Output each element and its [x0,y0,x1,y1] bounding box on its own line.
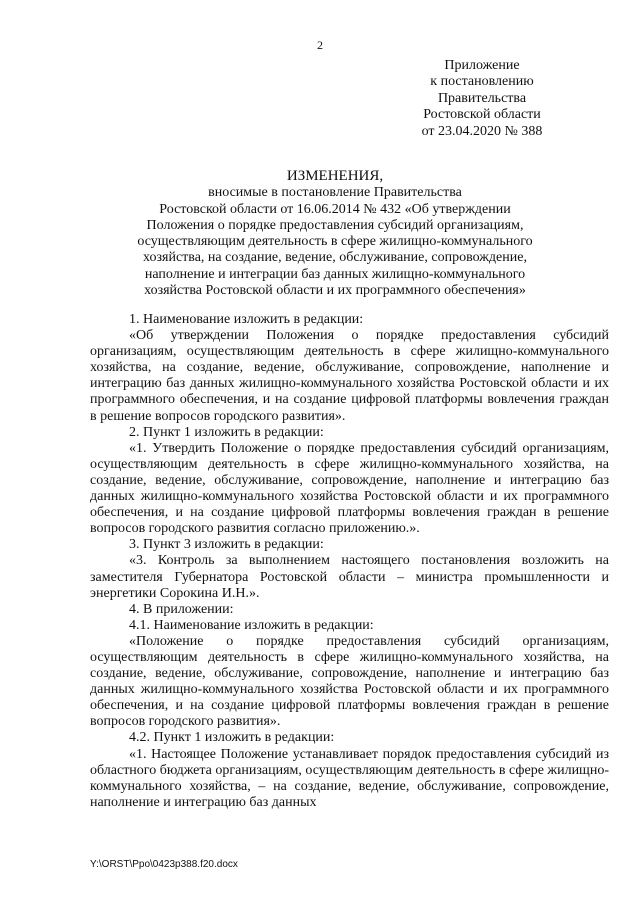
title-line: хозяйства Ростовской области и их программного обеспечения» [144,283,526,299]
appendix-line: Ростовской области [423,107,541,123]
title-heading: ИЗМЕНЕНИЯ, [286,168,384,184]
title-line: вносимые в постановление Правительства [208,185,462,201]
document-body [90,312,609,811]
appendix-line: от 23.04.2020 № 388 [421,123,543,139]
title-line: Ростовской области от 16.06.2014 № 432 «Об утверждении [159,201,511,217]
appendix-line: к постановлению [430,74,534,90]
paragraph: «Об утверждении Положения о порядке предоставления субсидий организациям, осуществляющим деятельность в сфере жилищно-коммунального хозяйства, на создание, ведение, обслуживание, сопровождение, наполнение и интеграцию баз данных жилищно-коммунального хозяйства Ростовской области и их программного обеспечения, и на создание цифровой платформы вовлечения граждан в решение вопросов городского развития». [90,328,609,424]
paragraph: 2. Пункт 1 изложить в редакции: [129,424,324,440]
appendix-line: Приложение [444,58,520,73]
appendix-block [382,58,582,140]
paragraph: 1. Наименование изложить в редакции: [129,312,364,327]
file-path-footer: Y:\ORST\Ppo\0423p388.f20.docx [90,859,238,870]
paragraph: 3. Пункт 3 изложить в редакции: [129,537,324,553]
paragraph: 4.2. Пункт 1 изложить в редакции: [129,730,335,746]
page-number: 2 [317,38,323,52]
appendix-line: Правительства [437,90,527,106]
paragraph: 4. В приложении: [129,601,234,617]
paragraph: «1. Утвердить Положение о порядке предоставления субсидий организациям, осуществляющим деятельность в сфере жилищно-коммунального хозяйства, на создание, ведение, обслуживание, сопровождение, наполнение и интеграцию баз данных жилищно-коммунального хозяйства Ростовской области и их программного обеспечения, и на создание цифровой платформы вовлечения граждан в решение вопросов городского развития согласно приложению.». [90,440,609,537]
paragraph: «1. Настоящее Положение устанавливает порядок предоставления субсидий из областного бюджета организациям, осуществляющим деятельность в сфере жилищно-коммунального хозяйства, – на создание, ведение, обслуживание, сопровождение, наполнение и интеграцию баз данных [90,746,609,810]
title-line: хозяйства, на создание, ведение, обслуживание, сопровождение, [143,250,527,266]
paragraph: «3. Контроль за выполнением настоящего постановления возложить на заместителя Губернатора Ростовской области – министра промышленности и энергетики Сорокина И.Н.». [90,553,609,601]
title-line: Положения о порядке предоставления субсидий организациям, [146,217,524,233]
paragraph: 4.1. Наименование изложить в редакции: [129,617,374,633]
title-line: наполнение и интеграции баз данных жилищно-коммунального [144,266,526,282]
document-title [90,168,580,299]
paragraph: «Положение о порядке предоставления субсидий организациям, осуществляющим деятельность в сфере жилищно-коммунального хозяйства, на создание, ведение, обслуживание, сопровождение, наполнение и интеграцию баз данных жилищно-коммунального хозяйства Ростовской области и их программного обеспечения, и на создание цифровой платформы вовлечения граждан в решение вопросов городского развития». [90,633,609,730]
title-line: осуществляющим деятельность в сфере жилищно-коммунального [137,234,533,250]
